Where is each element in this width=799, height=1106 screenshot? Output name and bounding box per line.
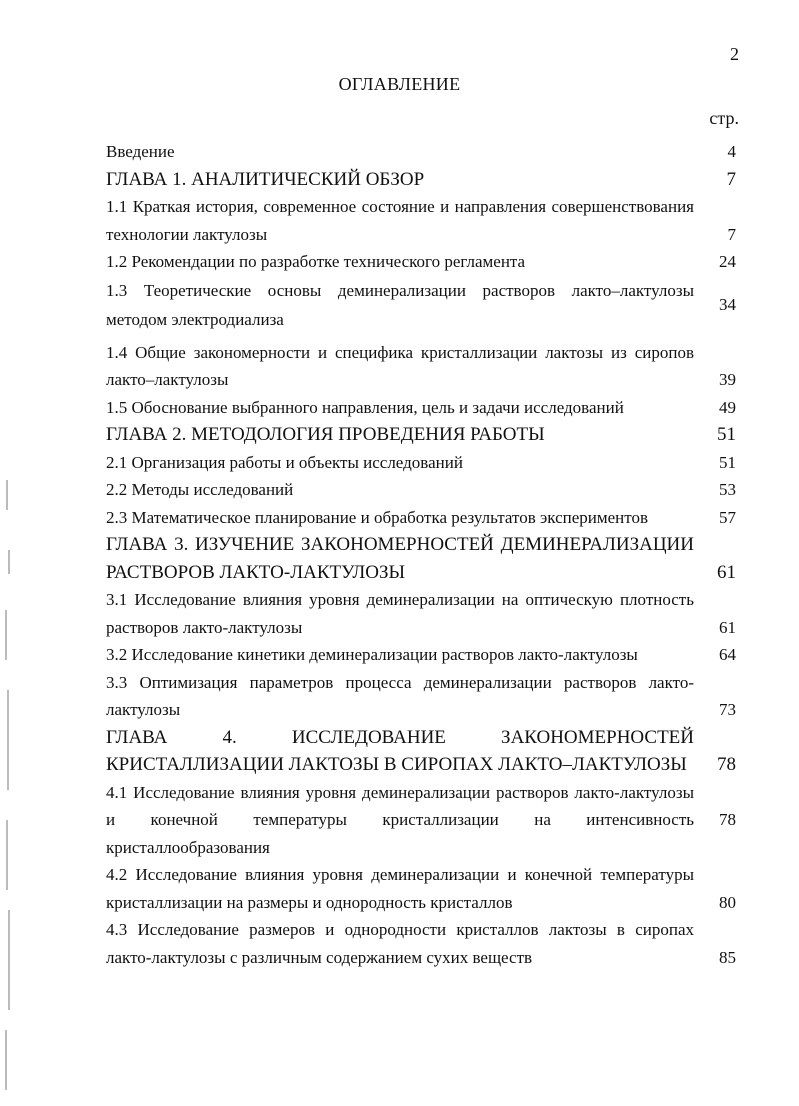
page-title: ОГЛАВЛЕНИЕ [338, 74, 461, 94]
toc-entry-text: 3.1 Исследование влияния уровня деминерализации на оптическую плотность растворов лакто-лактулозы [106, 590, 694, 637]
toc-entry-page: 51 [717, 424, 736, 445]
toc-entry-text: 1.5 Обоснование выбранного направления, цель и задачи исследований [106, 397, 624, 417]
toc-entry-text: 1.1 Краткая история, современное состояние и направления совершенствования технологии лактулозы [106, 197, 694, 244]
toc-entry-page: 78 [717, 754, 736, 775]
toc-entry-page: 64 [719, 645, 736, 664]
toc-entry-chapter-2 [106, 421, 742, 449]
toc-entry-text: 4.1 Исследование влияния уровня деминерализации растворов лакто-лактулозы и конечной температуры кристаллизации на интенсивность кристаллообразования [106, 782, 694, 857]
toc-entry-text: ГЛАВА 1. АНАЛИТИЧЕСКИЙ ОБЗОР [106, 168, 425, 190]
toc-entry-introduction [106, 138, 742, 166]
toc-entry-page: 80 [719, 892, 736, 912]
toc-entry-page: 53 [719, 480, 736, 499]
toc-entry-text: 2.2 Методы исследований [106, 480, 294, 499]
toc-entry-text: 4.2 Исследование влияния уровня деминерализации и конечной температуры кристаллизации на размеры и однородность кристаллов [106, 865, 694, 912]
toc-entry-page: 34 [719, 295, 736, 315]
toc-entry-chapter-1 [106, 166, 742, 194]
toc-entry-text: ГЛАВА 2. МЕТОДОЛОГИЯ ПРОВЕДЕНИЯ РАБОТЫ [106, 424, 545, 445]
toc-entry-page: 57 [719, 507, 736, 527]
toc-entry-text: Введение [106, 142, 175, 161]
toc-entry-text: ГЛАВА 4. ИССЛЕДОВАНИЕ ЗАКОНОМЕРНОСТЕЙ КРИСТАЛЛИЗАЦИИ ЛАКТОЗЫ В СИРОПАХ ЛАКТО–ЛАКТУЛОЗЫ [106, 726, 694, 775]
toc-entry-2-1 [106, 449, 742, 477]
pages-column-header: стр. [709, 108, 739, 128]
toc-entry-text: 2.1 Организация работы и объекты исследований [106, 452, 463, 472]
toc-entry-page: 39 [719, 370, 736, 389]
toc-entry-page: 78 [719, 810, 736, 829]
toc-entry-page: 85 [719, 947, 736, 967]
toc-entry-text: 3.2 Исследование кинетики деминерализации растворов лакто-лактулозы [106, 645, 638, 664]
toc-entry-3-3 [106, 669, 742, 724]
toc-entry-page: 4 [727, 142, 736, 161]
toc-entry-4-3 [106, 916, 742, 971]
toc-entry-4-1 [106, 779, 742, 862]
toc-entry-text: 1.4 Общие закономерности и специфика кристаллизации лактозы из сиропов лакто–лактулозы [106, 342, 694, 389]
toc-entry-page: 61 [719, 617, 736, 637]
toc-entry-4-2 [106, 861, 742, 916]
toc-entry-page: 49 [719, 397, 736, 417]
page-number: 2 [730, 44, 739, 64]
toc-entry-text: 1.3 Теоретические основы деминерализации растворов лакто–лактулозы методом электродиализа [106, 280, 694, 329]
toc-entry-3-2 [106, 641, 742, 669]
toc-entry-page: 24 [719, 252, 736, 271]
toc-entry-chapter-3 [106, 531, 742, 586]
toc-entry-page: 61 [717, 561, 736, 583]
toc-entry-1-3 [106, 276, 742, 335]
toc-entry-1-2 [106, 248, 742, 276]
toc-entry-page: 7 [727, 224, 736, 244]
toc-entry-text: 4.3 Исследование размеров и однородности кристаллов лактозы в сиропах лакто-лактулозы с различным содержанием сухих веществ [106, 920, 694, 967]
toc-entry-page: 7 [726, 168, 736, 190]
toc-entry-1-5 [106, 394, 742, 422]
toc-entry-3-1 [106, 586, 742, 641]
toc-entry-1-1 [106, 193, 742, 248]
table-of-contents [106, 138, 742, 971]
toc-entry-page: 51 [719, 452, 736, 472]
toc-entry-text: 1.2 Рекомендации по разработке технического регламента [106, 252, 526, 271]
toc-entry-2-2 [106, 476, 742, 504]
toc-entry-2-3 [106, 504, 742, 532]
toc-entry-text: 3.3 Оптимизация параметров процесса деминерализации растворов лакто-лактулозы [106, 672, 694, 719]
toc-entry-text: ГЛАВА 3. ИЗУЧЕНИЕ ЗАКОНОМЕРНОСТЕЙ ДЕМИНЕРАЛИЗАЦИИ РАСТВОРОВ ЛАКТО-ЛАКТУЛОЗЫ [106, 534, 694, 583]
toc-entry-page: 73 [719, 700, 736, 719]
toc-entry-1-4 [106, 339, 742, 394]
toc-entry-text: 2.3 Математическое планирование и обработка результатов экспериментов [106, 507, 649, 527]
scan-margin-artifacts [2, 470, 16, 1100]
toc-entry-chapter-4 [106, 724, 742, 779]
